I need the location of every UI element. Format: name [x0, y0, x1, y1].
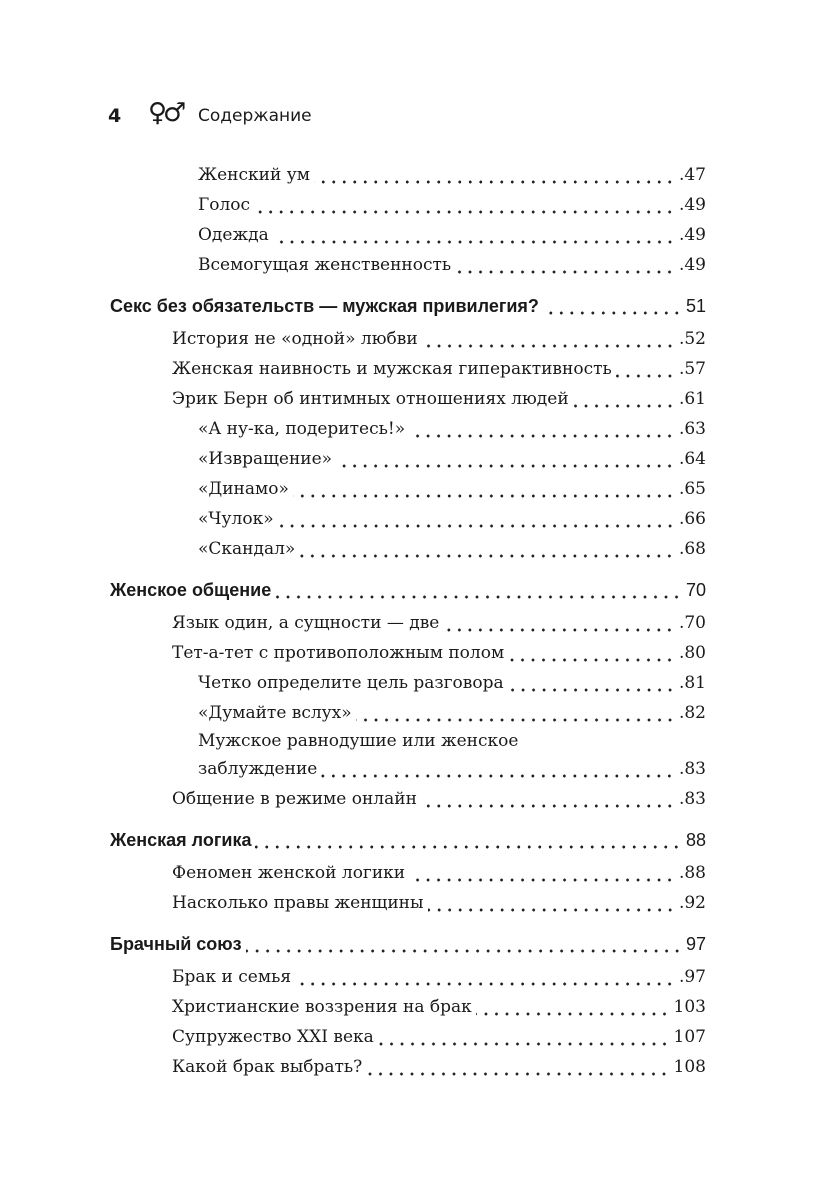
toc-entry-title: Всемогущая женственность [198, 255, 452, 275]
running-header-title: Содержание [198, 106, 312, 126]
dot-leader [409, 434, 675, 438]
toc-entry-title: «Извращение» [198, 449, 333, 469]
dot-leader [455, 270, 675, 274]
dot-leader [543, 311, 682, 315]
dot-leader [254, 210, 675, 214]
toc-entry-page: .61 [678, 389, 706, 409]
toc-entry-title: История не «одной» любви [172, 329, 418, 349]
toc-entry[interactable] [0, 784, 817, 814]
dot-leader [378, 1042, 670, 1046]
toc-entry[interactable] [0, 504, 817, 534]
toc-entry-page: .97 [678, 967, 706, 987]
dot-leader [356, 718, 675, 722]
toc-entry-title: Одежда [198, 225, 269, 245]
dot-leader [273, 240, 675, 244]
toc-entry-page: .65 [678, 479, 706, 499]
dot-leader [246, 949, 682, 953]
dot-leader [616, 374, 675, 378]
dot-leader [336, 464, 675, 468]
toc-entry-title: Тет-а-тет с противоположным полом [172, 643, 505, 663]
dot-leader [443, 628, 675, 632]
toc-entry[interactable] [0, 728, 817, 754]
toc-entry-title: Мужское равнодушие или женское [198, 731, 519, 751]
dot-leader [278, 524, 675, 528]
dot-leader [255, 845, 682, 849]
toc-entry-page: .68 [678, 539, 706, 559]
dot-leader [573, 404, 675, 408]
toc-entry-page: .81 [678, 673, 706, 693]
toc-entry-title: Женский ум [198, 165, 310, 185]
toc-entry[interactable] [0, 992, 817, 1022]
dot-leader [421, 804, 675, 808]
table-of-contents [0, 160, 817, 1082]
toc-entry-page: .49 [678, 195, 706, 215]
toc-entry[interactable] [0, 1052, 817, 1082]
toc-entry-page: .64 [678, 449, 706, 469]
toc-entry-title: Язык один, а сущности — две [172, 613, 440, 633]
toc-entry-title: Насколько правы женщины [172, 893, 424, 913]
toc-entry-title: Голос [198, 195, 251, 215]
toc-entry-title: Супружество XXI века [172, 1027, 374, 1047]
toc-entry[interactable] [0, 220, 817, 250]
toc-entry-page: .57 [678, 359, 706, 379]
toc-entry[interactable] [0, 1022, 817, 1052]
toc-entry[interactable] [0, 858, 817, 888]
toc-entry[interactable] [0, 962, 817, 992]
toc-entry-title: Эрик Берн об интимных отношениях людей [172, 389, 569, 409]
dot-leader [476, 1012, 670, 1016]
toc-entry[interactable] [0, 698, 817, 728]
toc-entry[interactable] [0, 608, 817, 638]
female-male-symbols-icon: ♀♂ [148, 98, 183, 128]
toc-entry[interactable] [0, 324, 817, 354]
toc-entry-page: .92 [678, 893, 706, 913]
toc-entry-page: 103 [673, 997, 706, 1017]
toc-entry-page: .49 [678, 225, 706, 245]
toc-entry[interactable] [0, 444, 817, 474]
toc-entry-page: 107 [673, 1027, 706, 1047]
toc-entry-page: 51 [685, 296, 706, 316]
toc-chapter[interactable] [0, 928, 817, 960]
toc-entry-title: «Чулок» [198, 509, 274, 529]
toc-entry-title: Женская наивность и мужская гиперактивность [172, 359, 612, 379]
toc-entry[interactable] [0, 534, 817, 564]
toc-entry-title: «Скандал» [198, 539, 296, 559]
dot-leader [428, 908, 675, 912]
toc-entry-title: Феномен женской логики [172, 863, 406, 883]
toc-entry-page: 108 [673, 1057, 706, 1077]
toc-entry-title: Женская логика [110, 830, 252, 850]
toc-entry-title: Брачный союз [110, 934, 242, 954]
page-number: 4 [108, 105, 122, 127]
toc-entry-page: .63 [678, 419, 706, 439]
dot-leader [321, 774, 675, 778]
toc-entry-page: .47 [678, 165, 706, 185]
toc-entry-title: Брак и семья [172, 967, 292, 987]
toc-entry[interactable] [0, 638, 817, 668]
toc-entry[interactable] [0, 474, 817, 504]
toc-entry-title: Секс без обязательств — мужская привилегия? [110, 296, 539, 316]
toc-entry-title: «Думайте вслух» [198, 703, 352, 723]
dot-leader [293, 494, 675, 498]
toc-entry[interactable] [0, 414, 817, 444]
toc-entry[interactable] [0, 160, 817, 190]
toc-entry-title: Общение в режиме онлайн [172, 789, 417, 809]
toc-entry-title: Какой брак выбрать? [172, 1057, 363, 1077]
toc-chapter[interactable] [0, 574, 817, 606]
toc-entry-page: .66 [678, 509, 706, 529]
toc-entry[interactable] [0, 384, 817, 414]
toc-entry-continuation [0, 754, 817, 784]
toc-entry-title: «Динамо» [198, 479, 289, 499]
toc-entry-page: .82 [678, 703, 706, 723]
toc-entry[interactable] [0, 668, 817, 698]
toc-entry-page: .70 [678, 613, 706, 633]
toc-entry[interactable] [0, 354, 817, 384]
toc-entry-page: 97 [685, 934, 706, 954]
toc-entry-page: .88 [678, 863, 706, 883]
toc-entry-title: «А ну-ка, подеритесь!» [198, 419, 406, 439]
toc-entry-page: .83 [678, 789, 706, 809]
toc-entry-page: .49 [678, 255, 706, 275]
toc-entry-page: 88 [685, 830, 706, 850]
toc-entry[interactable] [0, 190, 817, 220]
toc-entry-page: .80 [678, 643, 706, 663]
toc-entry[interactable] [0, 250, 817, 280]
dot-leader [508, 688, 675, 692]
toc-entry-title-continued: заблуждение [198, 759, 318, 779]
toc-entry-title: Четко определите цель разговора [198, 673, 504, 693]
running-header [108, 100, 312, 132]
toc-entry-title: Христианские воззрения на брак [172, 997, 472, 1017]
dot-leader [275, 595, 682, 599]
dot-leader [314, 180, 675, 184]
dot-leader [422, 344, 675, 348]
toc-entry-page: 70 [685, 580, 706, 600]
dot-leader [295, 982, 675, 986]
toc-entry-title: Женское общение [110, 580, 272, 600]
toc-entry-page: .83 [678, 759, 706, 779]
dot-leader [508, 658, 675, 662]
toc-chapter[interactable] [0, 824, 817, 856]
dot-leader [366, 1072, 669, 1076]
dot-leader [299, 554, 675, 558]
toc-entry-page: .52 [678, 329, 706, 349]
toc-chapter[interactable] [0, 290, 817, 322]
toc-entry[interactable] [0, 888, 817, 918]
dot-leader [409, 878, 675, 882]
